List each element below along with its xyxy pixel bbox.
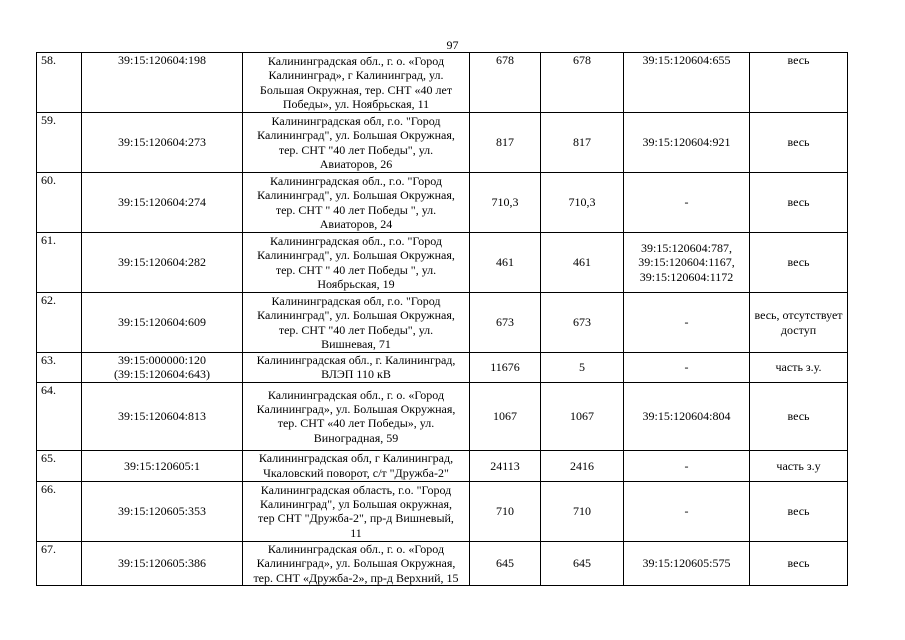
area-part-line: 1067 — [570, 409, 594, 424]
sub-parcel-line: 39:15:120605:575 — [642, 556, 731, 571]
cadastral-number — [82, 450, 243, 481]
address-line: Ноябрьская, 19 — [317, 276, 395, 291]
address-line: Калининградская обл., г. о. «Город — [267, 53, 445, 68]
address-line: ВЛЭП 110 кВ — [321, 367, 391, 382]
area-part-line: 710 — [573, 504, 591, 519]
area-part — [541, 113, 624, 173]
area-total-line: 673 — [496, 315, 514, 330]
parcel-part-line: весь — [787, 135, 810, 150]
cadastral-number — [82, 173, 243, 233]
parcel-part — [750, 53, 848, 113]
cadastral-number-line: 39:15:120604:273 — [117, 135, 206, 150]
address-line: Виноградная, 59 — [313, 430, 399, 445]
parcel-part — [750, 233, 848, 293]
table-row — [37, 173, 848, 233]
address-line: тер СНТ "Дружба-2", пр-д Вишневый, — [258, 511, 454, 526]
area-total-line: 645 — [496, 556, 514, 571]
address-line: Калининградская обл., г. о. «Город — [267, 541, 445, 556]
area-part-line: 673 — [573, 315, 591, 330]
address — [243, 233, 470, 293]
row-number: 65. — [37, 450, 82, 481]
address-line: Калининград», ул. Большая Окружная, — [256, 401, 456, 416]
cadastral-number-line: 39:15:120605:353 — [117, 504, 206, 519]
address-line: Калининград", ул. Большая Окружная, — [257, 308, 455, 323]
parcel-part-line: весь — [787, 504, 810, 519]
parcel-part — [750, 382, 848, 450]
parcel-part — [750, 450, 848, 481]
address-line: Победы», ул. Ноябрьская, 11 — [282, 96, 430, 111]
address-line: тер. СНТ " 40 лет Победы ", ул. — [275, 262, 437, 277]
address — [243, 293, 470, 353]
parcel-part-line: весь — [787, 409, 810, 424]
parcel-part-line: весь, отсутствует — [754, 308, 843, 323]
sub-parcel — [624, 353, 750, 383]
area-part-line: 710,3 — [568, 195, 596, 210]
table-row — [37, 353, 848, 383]
area-total-line: 710 — [496, 504, 514, 519]
sub-parcel-line: - — [684, 458, 689, 473]
area-total — [470, 353, 541, 383]
area-total-line: 24113 — [490, 458, 520, 473]
area-total — [470, 541, 541, 585]
area-part-line: 645 — [573, 556, 591, 571]
address-line: Калининград", ул. Большая Окружная, — [257, 188, 455, 203]
sub-parcel — [624, 113, 750, 173]
row-number: 63. — [37, 353, 82, 383]
area-part — [541, 293, 624, 353]
sub-parcel — [624, 53, 750, 113]
area-total-line: 710,3 — [491, 195, 519, 210]
address-line: тер. СНТ «Дружба-2», пр-д Верхний, 15 — [253, 570, 459, 585]
cadastral-number — [82, 541, 243, 585]
area-part — [541, 541, 624, 585]
area-part — [541, 53, 624, 113]
address-line: Авиаторов, 24 — [319, 216, 393, 231]
address-line: тер. СНТ "40 лет Победы", ул. — [278, 142, 434, 157]
area-part — [541, 173, 624, 233]
area-part-line: 5 — [579, 360, 585, 375]
parcel-part-line: весь — [787, 255, 810, 270]
address-line: Калининград», г Калининград, ул. — [268, 68, 444, 83]
area-part-line: 461 — [573, 255, 591, 270]
area-part-line: 817 — [573, 135, 591, 150]
address-line: Чкаловский поворот, с/т "Дружба-2" — [263, 465, 449, 480]
sub-parcel — [624, 233, 750, 293]
address-line: Калининградская обл, г.о. "Город — [271, 113, 441, 128]
area-total-line: 1067 — [493, 409, 517, 424]
area-part — [541, 382, 624, 450]
cadastral-number — [82, 233, 243, 293]
cadastral-number-line: 39:15:120605:386 — [117, 556, 206, 571]
address-line: Калининградская обл., г. Калининград, — [256, 353, 456, 367]
address — [243, 541, 470, 585]
address — [243, 53, 470, 113]
address-line: Калининградская обл., г. о. «Город — [267, 387, 445, 402]
address-line: Калининградская обл, г.о. "Город — [271, 293, 441, 308]
address-line: Вишневая, 71 — [321, 336, 391, 351]
address-line: тер. СНТ " 40 лет Победы ", ул. — [275, 202, 437, 217]
row-number: 59. — [37, 113, 82, 173]
address-line: Калининград", ул Большая окружная, — [259, 496, 453, 511]
sub-parcel-line: 39:15:120604:921 — [642, 135, 731, 150]
area-part — [541, 450, 624, 481]
sub-parcel-line: - — [684, 504, 689, 519]
address — [243, 173, 470, 233]
address-line: Калининградская обл., г.о. "Город — [269, 173, 443, 188]
parcel-part — [750, 173, 848, 233]
cadastral-number — [82, 53, 243, 113]
cadastral-number-line: 39:15:000000:120 — [117, 353, 206, 367]
parcel-part — [750, 113, 848, 173]
area-part — [541, 481, 624, 541]
sub-parcel-line: - — [684, 315, 689, 330]
row-number: 58. — [37, 53, 82, 113]
address-line: тер. СНТ "40 лет Победы", ул. — [278, 322, 434, 337]
cadastral-number — [82, 481, 243, 541]
parcel-part-line: весь — [787, 556, 810, 571]
area-total — [470, 113, 541, 173]
area-part — [541, 233, 624, 293]
parcel-part — [750, 541, 848, 585]
area-total — [470, 53, 541, 113]
parcel-part-line: весь — [787, 53, 810, 67]
address-line: Авиаторов, 26 — [319, 156, 393, 171]
area-total — [470, 450, 541, 481]
area-total — [470, 382, 541, 450]
cadastral-number-line: 39:15:120604:813 — [117, 409, 206, 424]
table-row — [37, 113, 848, 173]
sub-parcel-line: 39:15:120604:1172 — [639, 269, 734, 284]
cadastral-number — [82, 293, 243, 353]
sub-parcel-line: 39:15:120604:804 — [642, 409, 731, 424]
table-row — [37, 481, 848, 541]
parcel-part-line: часть з.у. — [775, 360, 822, 375]
cadastral-number-line: (39:15:120604:643) — [114, 367, 210, 382]
address-line: Калининград», ул. Большая Окружная, — [256, 556, 456, 571]
table-row — [37, 293, 848, 353]
cadastral-number — [82, 353, 243, 383]
area-part — [541, 353, 624, 383]
area-total-line: 461 — [496, 255, 514, 270]
area-total-line: 11676 — [490, 360, 520, 375]
parcel-part — [750, 481, 848, 541]
row-number: 66. — [37, 481, 82, 541]
row-number: 61. — [37, 233, 82, 293]
address-line: Калининград", ул. Большая Окружная, — [257, 248, 455, 263]
parcel-part-line: доступ — [780, 322, 817, 337]
cadastral-number-line: 39:15:120604:198 — [117, 53, 206, 67]
sub-parcel-line: 39:15:120604:787, — [640, 240, 732, 255]
land-parcel-table — [36, 52, 848, 586]
address — [243, 353, 470, 383]
table-row — [37, 382, 848, 450]
sub-parcel — [624, 541, 750, 585]
cadastral-number — [82, 113, 243, 173]
cadastral-number — [82, 382, 243, 450]
table-body — [37, 53, 848, 586]
parcel-part-line: весь — [787, 195, 810, 210]
sub-parcel-line: - — [684, 195, 689, 210]
sub-parcel — [624, 173, 750, 233]
area-total — [470, 293, 541, 353]
sub-parcel — [624, 481, 750, 541]
table-row — [37, 233, 848, 293]
sub-parcel-line: 39:15:120604:655 — [642, 53, 731, 67]
area-total — [470, 173, 541, 233]
address-line: Калининград", ул. Большая Окружная, — [257, 128, 455, 143]
cadastral-number-line: 39:15:120604:274 — [117, 195, 206, 210]
address — [243, 481, 470, 541]
table-row — [37, 541, 848, 585]
row-number: 64. — [37, 382, 82, 450]
address-line: 11 — [350, 525, 362, 540]
cadastral-number-line: 39:15:120604:282 — [117, 255, 206, 270]
parcel-part — [750, 353, 848, 383]
row-number: 60. — [37, 173, 82, 233]
sub-parcel — [624, 293, 750, 353]
address — [243, 113, 470, 173]
sub-parcel — [624, 450, 750, 481]
address — [243, 450, 470, 481]
area-total-line: 678 — [496, 53, 514, 67]
parcel-part — [750, 293, 848, 353]
address-line: Калининградская обл., г.о. "Город — [269, 233, 443, 248]
address-line: Большая Окружная, тер. СНТ «40 лет — [259, 82, 453, 97]
address-line: тер. СНТ «40 лет Победы», ул. — [277, 416, 435, 431]
address-line: Калининградская область, г.о. "Город — [260, 482, 452, 497]
table-row — [37, 450, 848, 481]
area-part-line: 2416 — [570, 458, 594, 473]
area-total-line: 817 — [496, 135, 514, 150]
address-line: Калининградская обл, г Калининград, — [258, 451, 454, 466]
sub-parcel — [624, 382, 750, 450]
sub-parcel-line: - — [684, 360, 689, 375]
parcel-part-line: часть з.у — [776, 458, 821, 473]
table-row — [37, 53, 848, 113]
cadastral-number-line: 39:15:120605:1 — [123, 458, 200, 473]
row-number: 62. — [37, 293, 82, 353]
area-total — [470, 481, 541, 541]
page-number: 97 — [446, 38, 459, 52]
address — [243, 382, 470, 450]
area-part-line: 678 — [573, 53, 591, 67]
area-total — [470, 233, 541, 293]
cadastral-number-line: 39:15:120604:609 — [117, 315, 206, 330]
row-number: 67. — [37, 541, 82, 585]
sub-parcel-line: 39:15:120604:1167, — [638, 255, 735, 270]
